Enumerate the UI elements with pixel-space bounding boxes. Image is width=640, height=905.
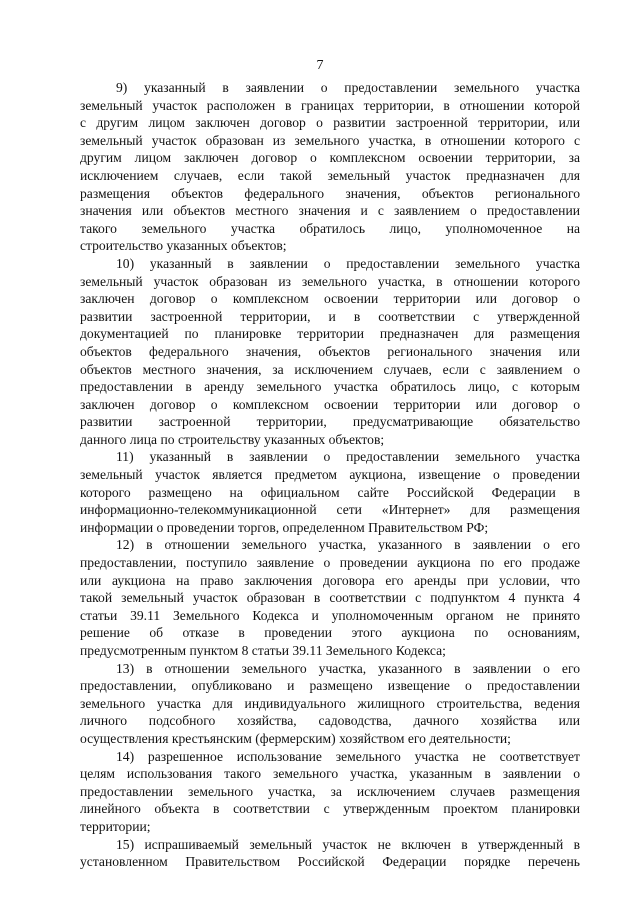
text-line: размещения объектов федерального значения, объектов регионального xyxy=(80,185,580,201)
text-line: заключен договор о комплексном освоении территории или договор о xyxy=(80,396,580,412)
text-line: другим лицом заключен договор о комплексном освоении территории, за xyxy=(80,150,580,166)
text-line: предоставлении земельного участка, за исключением случаев размещения xyxy=(80,783,580,799)
text-line: такого земельного участка обратилось лицо, уполномоченное на xyxy=(80,220,580,236)
text-line: развитии застроенной территории, и в соответствии с утвержденной xyxy=(80,308,580,324)
text-line: 12) в отношении земельного участка, указанного в заявлении о его xyxy=(116,537,580,553)
text-line: объектов федерального значения, объектов регионального значения или xyxy=(80,343,580,359)
paragraph xyxy=(80,836,580,871)
text-line: земельный участок образован из земельного участка, в отношении которого xyxy=(80,273,580,289)
document-body xyxy=(80,79,580,871)
text-line: с другим лицом заключен договор о развитии застроенной территории, или xyxy=(80,115,580,131)
text-line: осуществления крестьянским (фермерским) хозяйством его деятельности; xyxy=(80,730,511,746)
text-line: земельного участка для индивидуального жилищного строительства, ведения xyxy=(80,695,580,711)
text-line: предоставлении в аренду земельного участка обратилось лицо, с которым xyxy=(80,379,580,395)
text-line: строительство указанных объектов; xyxy=(80,238,287,254)
text-line: данного лица по строительству указанных объектов; xyxy=(80,431,385,447)
text-line: информационно-телекоммуникационной сети «Интернет» для размещения xyxy=(80,502,580,518)
page-number: 7 xyxy=(316,58,324,73)
text-line: документацией по планировке территории предназначен для размещения xyxy=(80,326,580,342)
text-line: линейного объекта в соответствии с утвержденным проектом планировки xyxy=(80,801,580,817)
text-line: статьи 39.11 Земельного Кодекса и уполномоченным органом не принято xyxy=(80,607,580,623)
text-line: территории; xyxy=(80,818,151,834)
text-line: которого размещено на официальном сайте Российской Федерации в xyxy=(80,484,580,500)
paragraph xyxy=(80,448,580,536)
text-line: решение об отказе в проведении этого аукциона по основаниям, xyxy=(80,625,580,641)
text-line: предоставлении, опубликовано и размещено извещение о предоставлении xyxy=(80,678,580,694)
text-line: заключен договор о комплексном освоении территории или договор о xyxy=(80,291,580,307)
text-line: установленном Правительством Российской Федерации порядке перечень xyxy=(80,854,580,870)
text-line: развитии застроенной территории, предусматривающие обязательство xyxy=(80,414,580,430)
text-line: 9) указанный в заявлении о предоставлении земельного участка xyxy=(116,80,580,95)
text-line: предусмотренным пунктом 8 статьи 39.11 Земельного Кодекса; xyxy=(80,643,446,658)
paragraph xyxy=(80,79,580,255)
text-line: земельный участок является предметом аукциона, извещение о проведении xyxy=(80,467,580,483)
paragraph xyxy=(80,748,580,836)
text-line: 13) в отношении земельного участка, указанного в заявлении о его xyxy=(116,660,580,676)
text-line: земельный участок расположен в границах территории, в отношении которой xyxy=(80,97,580,113)
text-line: такой земельный участок образован в соответствии с подпунктом 4 пункта 4 xyxy=(80,590,580,606)
text-line: объектов местного значения, за исключением случаев, если с заявлением о xyxy=(80,361,580,377)
text-line: личного подсобного хозяйства, садоводства, дачного хозяйства или xyxy=(80,713,580,729)
paragraph xyxy=(80,536,580,659)
text-line: исключением случаев, если такой земельный участок предназначен для xyxy=(80,167,580,183)
text-line: земельный участок образован из земельного участка, в отношении которого с xyxy=(80,132,580,148)
text-line: 15) испрашиваемый земельный участок не включен в утвержденный в xyxy=(116,836,580,852)
text-line: предоставлении, поступило заявление о проведении аукциона по его продаже xyxy=(80,555,580,571)
text-line: 14) разрешенное использование земельного участка не соответствует xyxy=(116,748,580,764)
text-line: информации о проведении торгов, определенном Правительством РФ; xyxy=(80,519,489,535)
paragraph xyxy=(80,660,580,748)
text-line: 10) указанный в заявлении о предоставлении земельного участка xyxy=(116,255,580,271)
paragraph xyxy=(80,255,580,449)
text-line: или аукциона на право заключения договора его аренды при условии, что xyxy=(80,572,580,588)
text-line: целям использования такого земельного участка, указанным в заявлении о xyxy=(80,766,580,782)
text-line: значения или объектов местного значения и с заявлением о предоставлении xyxy=(80,203,580,219)
text-line: 11) указанный в заявлении о предоставлении земельного участка xyxy=(116,449,580,465)
